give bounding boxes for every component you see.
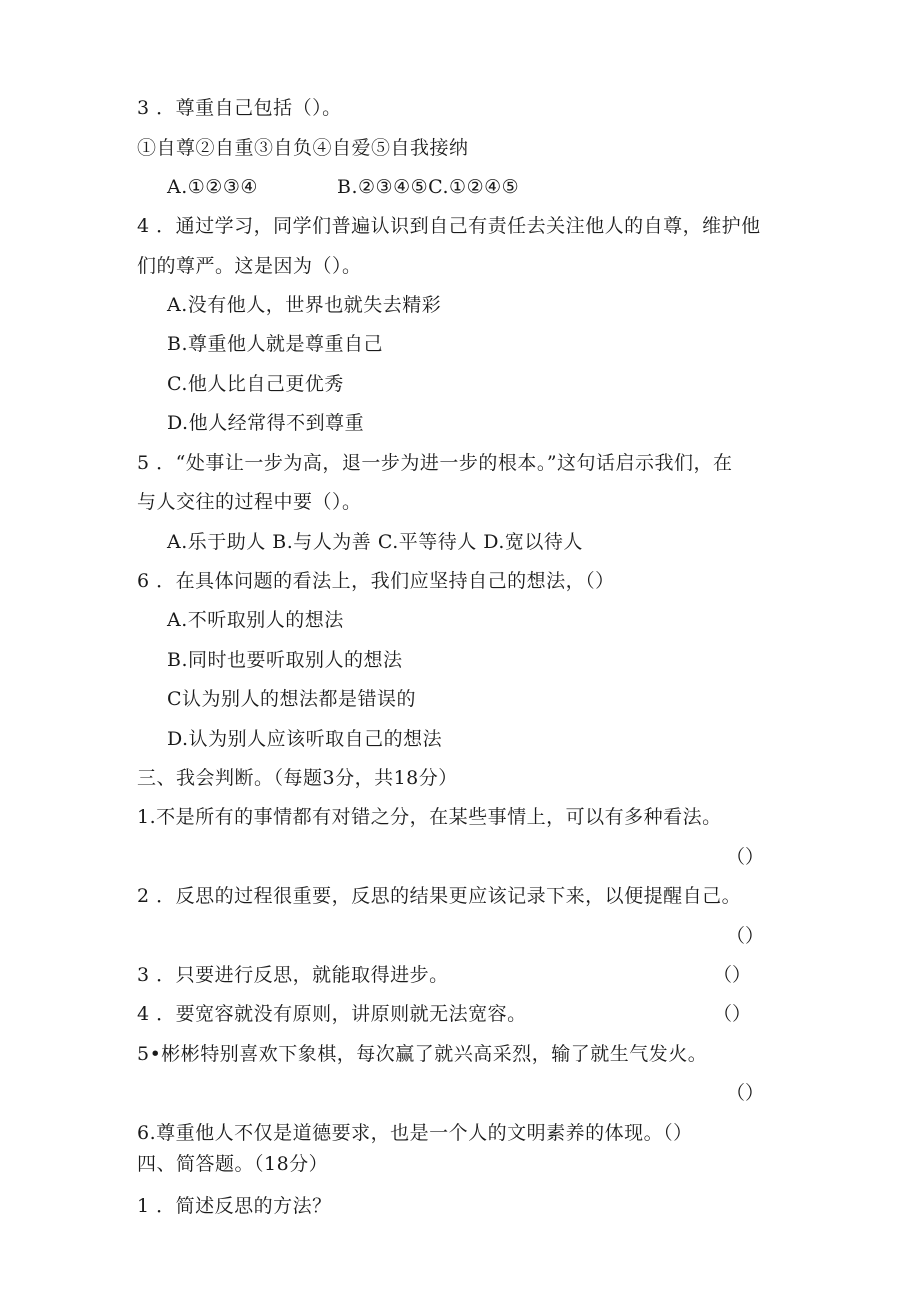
q4-option-c: C.他人比自己更优秀 (167, 373, 344, 395)
q6-option-d: D.认为别人应该听取自己的想法 (167, 728, 443, 750)
q5-stem-line2: 与人交往的过程中要（）。 (137, 491, 362, 513)
judge-5: 5•彬彬特别喜欢下象棋，每次赢了就兴高采烈，输了就生气发火。 (137, 1043, 708, 1065)
q4-stem-line2: 们的尊严。这是因为（）。 (137, 255, 362, 277)
q5-options: A.乐于助人 B.与人为善 C.平等待人 D.宽以待人 (167, 531, 583, 553)
q6-stem: 6 ．在具体问题的看法上，我们应坚持自己的想法，（） (137, 570, 615, 592)
section3-heading: 三、我会判断。（每题3分，共18分） (137, 767, 458, 789)
q4-option-d: D.他人经常得不到尊重 (167, 412, 365, 434)
q3-option-a: A.①②③④ (167, 176, 258, 198)
q6-option-c: C认为别人的想法都是错误的 (167, 688, 417, 710)
judge-1: 1.不是所有的事情都有对错之分，在某些事情上，可以有多种看法。 (137, 806, 722, 828)
q6-option-b: B.同时也要听取别人的想法 (167, 649, 403, 671)
judge-2-paren: （） (726, 925, 765, 947)
q4-stem-line1: 4 ．通过学习，同学们普遍认识到自己有责任去关注他人的自尊，维护他 (137, 215, 761, 237)
q3-option-bc: B.②③④⑤C.①②④⑤ (337, 176, 520, 198)
judge-4: 4 ．要宽容就没有原则，讲原则就无法宽容。 (137, 1003, 527, 1025)
judge-3-paren: （） (713, 964, 752, 986)
judge-1-paren: （） (726, 846, 765, 868)
q3-items: ①自尊②自重③自负④自爱⑤自我接纳 (137, 137, 469, 159)
q4-option-b: B.尊重他人就是尊重自己 (167, 333, 384, 355)
q3-stem: 3 ．尊重自己包括（）。 (137, 97, 342, 119)
short-answer-1: 1 ．简述反思的方法？ (137, 1195, 332, 1217)
judge-3: 3 ．只要进行反思，就能取得进步。 (137, 964, 449, 986)
q6-option-a: A.不听取别人的想法 (167, 609, 344, 631)
judge-6: 6.尊重他人不仅是道德要求，也是一个人的文明素养的体现。（） (137, 1122, 693, 1144)
judge-4-paren: （） (713, 1003, 752, 1025)
q5-stem-line1: 5 ．“处事让一步为高，退一步为进一步的根本。”这句话启示我们，在 (137, 452, 733, 474)
q4-option-a: A.没有他人，世界也就失去精彩 (167, 294, 442, 316)
judge-2: 2 ．反思的过程很重要，反思的结果更应该记录下来，以便提醒自己。 (137, 885, 742, 907)
judge-5-paren: （） (726, 1082, 765, 1104)
section4-heading: 四、简答题。（18分） (137, 1153, 329, 1175)
